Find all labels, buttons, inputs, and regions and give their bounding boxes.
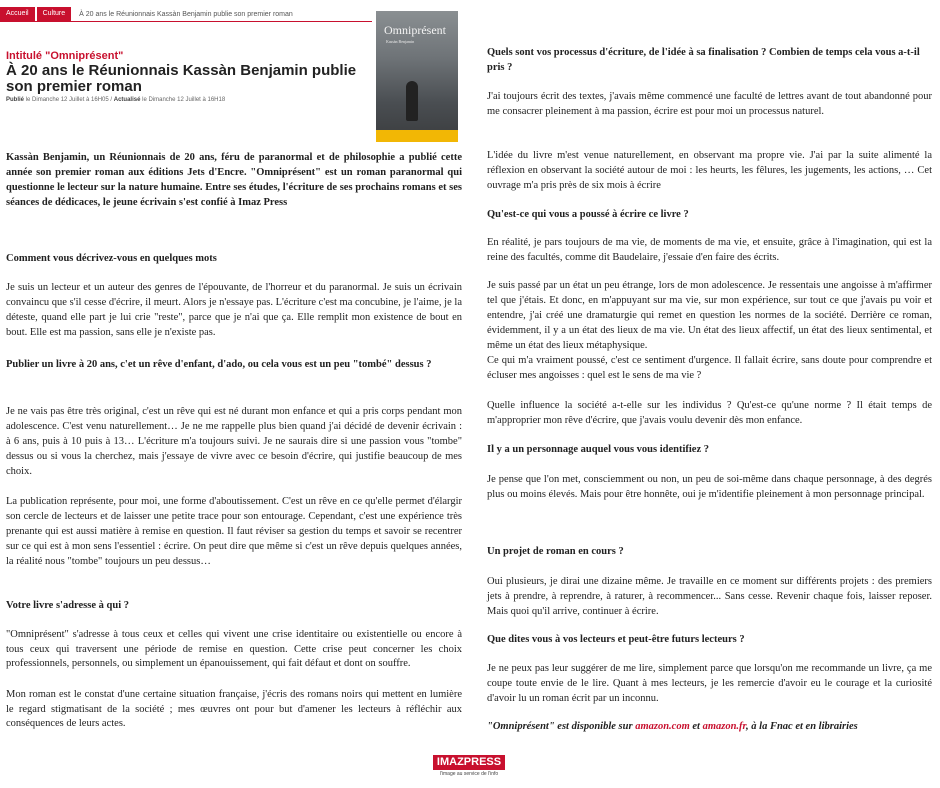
logo-wordmark: IMAZPRESS	[433, 755, 505, 770]
breadcrumb-home[interactable]: Accueil	[0, 7, 35, 21]
answer-3: La publication représente, pour moi, une forme d'aboutissement. C'est un rêve en ce qu'elle permet d'élargir son cercle de lecteurs et de laisser une petite trace pour son entourage. Cependant, c'est une expérience très prenante qui est aussi matière à remise en question. Il faut réviser sa gestion du temps et savoir se recentrer sur ce qui est à mon sens l'essentiel : écrire. On peut dire que même si c'est un rêve depuis quelques années, la réalité nous "tombe" toujours un peu dessus…	[6, 496, 462, 567]
question-4: Quels sont vos processus d'écriture, de l'idée à sa finalisation ? Combien de temps cela vous a-t-il pris ?	[487, 47, 920, 73]
answer-4: "Omniprésent" s'adresse à tous ceux et celles qui vivent une crise identitaire ou existentielle ou encore à tous ceux qui traversent une période de remise en question. Cette crise peut concerner les choix professionnels, personnels, ou simplement un épanouissement, qui fait défaut et dont on souffre.	[6, 629, 462, 669]
question-7: Un projet de roman en cours ?	[487, 546, 624, 557]
published-label: Publié	[6, 97, 25, 103]
question-8: Que dites vous à vos lecteurs et peut-être futurs lecteurs ?	[487, 634, 745, 645]
published-date: le Dimanche 12 Juillet à 16H05	[25, 97, 109, 103]
answer-12: Je pense que l'on met, consciemment ou non, un peu de soi-même dans chaque personnage, à des degrés plus ou moins élevés. Mais pour être honnête, oui je m'identifie pleinement à mon personnage principal.	[487, 474, 932, 500]
updated-date: le Dimanche 12 Juillet à 16H18	[142, 97, 226, 103]
answer-13: Oui plusieurs, je dirai une dizaine même. Je travaille en ce moment sur différents projets : des premiers jets à prendre, à reprendre, à raturer, à recommencer... Sans cesse. Revenir chaque fois, laisser reposer. Mais quoi qu'il arrive, continuer à écrire.	[487, 576, 932, 617]
answer-2: Je ne vais pas être très original, c'est un rêve qui est né durant mon enfance et qui a pris corps pendant mon adolescence. C'est venu naturellement… Je ne me rappelle plus bien quand j'ai décidé de devenir écrivain : à 6 ans, puis à 10 puis à 13… L'écriture m'a toujours suivi. Je ne saurais dire si une passion vous "tombe" dessus ou si vous la cherchez, mais j'essaye de vivre avec ce besoin d'écrire, qui justifie beaucoup de mes choix.	[6, 406, 462, 477]
question-3: Votre livre s'adresse à qui ?	[6, 600, 129, 611]
question-1: Comment vous décrivez-vous en quelques mots	[6, 253, 217, 264]
answer-1: Je suis un lecteur et un auteur des genres de l'épouvante, de l'horreur et du paranormal. Je suis un écrivain convaincu que s'il cesse d'écrire, il meurt. Alors je n'essaye pas. L'écriture c'est ma concubine, je l'aime, je la déteste, quand elle part je lui crie "reste", parce que je n'ai que ça. Elle remplit mon existence de bout en bout. Elle est ma passion, sans elle je n'existe pas.	[6, 282, 462, 338]
breadcrumb-divider	[0, 21, 372, 22]
availability-line	[487, 719, 932, 734]
question-6: Il y a un personnage auquel vous vous identifiez ?	[487, 444, 709, 455]
answer-8: En réalité, je pars toujours de ma vie, de moments de ma vie, et ensuite, grâce à l'imagination, qui est la reine des facultés, comme dit Baudelaire, j'essaie d'en faire des écrits.	[487, 237, 932, 263]
imazpress-logo	[431, 752, 507, 777]
availability-and: et	[692, 721, 700, 732]
breadcrumb	[0, 8, 293, 20]
article-headline: À 20 ans le Réunionnais Kassàn Benjamin publie son premier roman	[6, 62, 357, 95]
answer-14: Je ne peux pas leur suggérer de me lire, simplement parce que lorsqu'on me recommande un livre, ça me coupe toute envie de le lire. Quant à mes lecteurs, je les remercie d'avoir eu le courage et la curiosité d'avoir lu un roman écrit par un inconnu.	[487, 663, 932, 704]
updated-label: Actualisé	[113, 97, 141, 103]
book-cover-band	[376, 130, 458, 142]
question-5: Qu'est-ce qui vous a poussé à écrire ce livre ?	[487, 209, 689, 220]
answer-10: Ce qui m'a vraiment poussé, c'est ce sentiment d'urgence. Il fallait écrire, sans doute pour comprendre et écluser mes angoisses : quel est le sens de ma vie ?	[487, 355, 932, 381]
breadcrumb-current: À 20 ans le Réunionnais Kassàn Benjamin publie son premier roman	[79, 10, 293, 18]
article-intro: Kassàn Benjamin, un Réunionnais de 20 ans, féru de paranormal et de philosophie a publié cette année son premier roman aux éditions Jets d'Encre. "Omniprésent" est un roman paranormal qui questionne le lecteur sur la nature humaine. Entre ses études, l'écriture de ses prochains romans et ses séances de dédicaces, le jeune écrivain s'est confié à Imaz Press	[6, 152, 462, 208]
answer-7: L'idée du livre m'est venue naturellement, en observant ma propre vie. J'ai par la suite alimenté la réflexion en observant la société autour de moi : les heurts, les fêlures, les jugements, les actions, … Cet ouvrage m'a pris près de six mois à écrire	[487, 150, 932, 191]
book-cover-image	[376, 11, 458, 142]
logo-tagline: l'image au service de l'info	[439, 771, 499, 777]
article-meta: Publié le Dimanche 12 Juillet à 16H05 / Actualisé le Dimanche 12 Juillet à 16H18	[6, 97, 226, 103]
article-kicker: Intitulé "Omniprésent"	[6, 50, 124, 62]
availability-end: , à la Fnac et en librairies	[746, 721, 858, 732]
answer-5: Mon roman est le constat d'une certaine situation française, j'écris des romans noirs qui mettent en lumière le regard stigmatisant de la société ; mes œuvres ont pour but d'amener les lecteurs à réfléchir aux conséquences de leurs actes.	[6, 689, 462, 729]
book-cover-author: Kassàn Benjamin	[386, 39, 415, 44]
availability-text: "Omniprésent" est disponible sur	[487, 721, 633, 732]
answer-6: J'ai toujours écrit des textes, j'avais même commencé une faculté de lettres avant de tout abandonné pour me consacrer pleinement à ma passion, écrire est pour moi un processus naturel.	[487, 91, 932, 117]
book-cover-title: Omniprésent	[384, 23, 446, 37]
answer-9: Je suis passé par un état un peu étrange, lors de mon adolescence. Je ressentais une angoisse à m'affirmer tel que j'étais. Et donc, en m'appuyant sur ma vie, sur mon expérience, sur tout ce que j'avais pu voir et entendre, j'ai créé une dramaturgie qui remet en question les normes de la société. Derrière ce roman, évidemment, il y a un état des lieux de ma vie. Un état des lieux affectif, un état des lieux sentimental, et même un état des lieux métaphysique.	[487, 280, 932, 351]
amazon-com-link[interactable]: amazon.com	[635, 721, 690, 732]
amazon-fr-link[interactable]: amazon.fr	[702, 721, 747, 732]
silhouette-figure	[406, 81, 418, 121]
question-2: Publier un livre à 20 ans, c'et un rêve d'enfant, d'ado, ou cela vous est un peu "tombé" dessus ?	[6, 359, 432, 370]
breadcrumb-section[interactable]: Culture	[37, 7, 72, 21]
answer-11: Quelle influence la société a-t-elle sur les individus ? Qu'est-ce qu'une norme ? Il était temps de m'approprier mon rêve d'écrire, que j'avais voulu devenir dès mon enfance.	[487, 400, 932, 426]
